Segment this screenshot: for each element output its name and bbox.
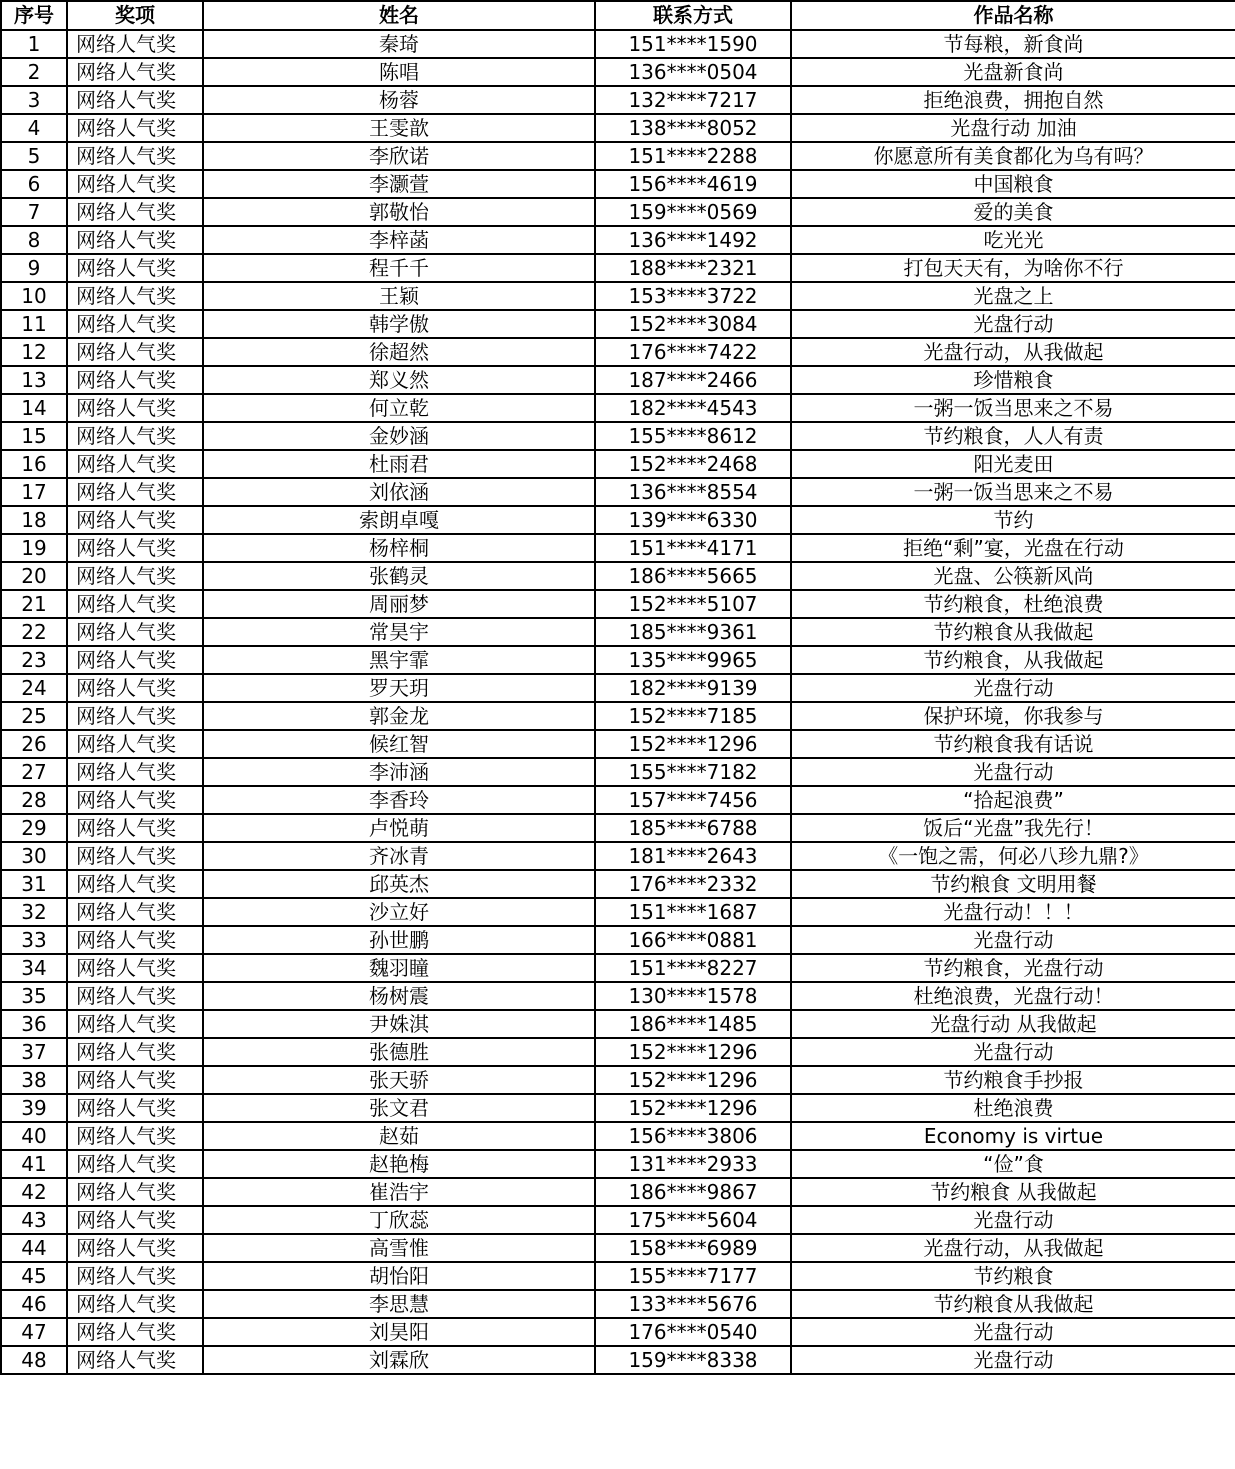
cell-phone: 182****9139 — [595, 674, 791, 702]
table-row — [1, 870, 1235, 898]
cell-no: 2 — [1, 58, 67, 86]
cell-title: 节约粮食 从我做起 — [791, 1178, 1235, 1206]
table-row — [1, 30, 1235, 58]
cell-award: 网络人气奖 — [67, 30, 203, 58]
table-row — [1, 1150, 1235, 1178]
cell-title: 光盘行动 — [791, 758, 1235, 786]
cell-no: 27 — [1, 758, 67, 786]
cell-award: 网络人气奖 — [67, 170, 203, 198]
cell-award: 网络人气奖 — [67, 590, 203, 618]
cell-name: 罗天玥 — [203, 674, 595, 702]
table-row — [1, 590, 1235, 618]
cell-title: 保护环境，你我参与 — [791, 702, 1235, 730]
cell-phone: 176****0540 — [595, 1318, 791, 1346]
cell-title: 打包天天有，为啥你不行 — [791, 254, 1235, 282]
cell-no: 38 — [1, 1066, 67, 1094]
table-row — [1, 1346, 1235, 1374]
cell-no: 9 — [1, 254, 67, 282]
cell-name: 李香玲 — [203, 786, 595, 814]
cell-phone: 188****2321 — [595, 254, 791, 282]
cell-title: 光盘行动 — [791, 1038, 1235, 1066]
cell-no: 23 — [1, 646, 67, 674]
cell-name: 邱英杰 — [203, 870, 595, 898]
cell-no: 37 — [1, 1038, 67, 1066]
cell-no: 7 — [1, 198, 67, 226]
cell-name: 赵艳梅 — [203, 1150, 595, 1178]
cell-phone: 155****8612 — [595, 422, 791, 450]
cell-phone: 152****2468 — [595, 450, 791, 478]
cell-award: 网络人气奖 — [67, 898, 203, 926]
cell-title: 拒绝浪费，拥抱自然 — [791, 86, 1235, 114]
table-row — [1, 954, 1235, 982]
cell-no: 44 — [1, 1234, 67, 1262]
cell-phone: 175****5604 — [595, 1206, 791, 1234]
table-row — [1, 1262, 1235, 1290]
cell-title: 光盘行动 — [791, 674, 1235, 702]
cell-phone: 186****1485 — [595, 1010, 791, 1038]
header-phone: 联系方式 — [595, 1, 791, 30]
cell-award: 网络人气奖 — [67, 506, 203, 534]
cell-name: 张德胜 — [203, 1038, 595, 1066]
cell-award: 网络人气奖 — [67, 198, 203, 226]
table-row — [1, 254, 1235, 282]
cell-phone: 176****7422 — [595, 338, 791, 366]
cell-award: 网络人气奖 — [67, 562, 203, 590]
header-title: 作品名称 — [791, 1, 1235, 30]
cell-no: 36 — [1, 1010, 67, 1038]
cell-no: 33 — [1, 926, 67, 954]
cell-title: 光盘新食尚 — [791, 58, 1235, 86]
cell-phone: 152****3084 — [595, 310, 791, 338]
table-header — [1, 1, 1235, 30]
cell-name: 魏羽瞳 — [203, 954, 595, 982]
table-row — [1, 1290, 1235, 1318]
cell-no: 42 — [1, 1178, 67, 1206]
cell-award: 网络人气奖 — [67, 1066, 203, 1094]
cell-phone: 135****9965 — [595, 646, 791, 674]
cell-title: 阳光麦田 — [791, 450, 1235, 478]
cell-award: 网络人气奖 — [67, 534, 203, 562]
cell-name: 张鹤灵 — [203, 562, 595, 590]
cell-award: 网络人气奖 — [67, 730, 203, 758]
cell-no: 35 — [1, 982, 67, 1010]
cell-no: 12 — [1, 338, 67, 366]
cell-phone: 151****2288 — [595, 142, 791, 170]
cell-award: 网络人气奖 — [67, 842, 203, 870]
cell-no: 47 — [1, 1318, 67, 1346]
cell-title: 节约粮食手抄报 — [791, 1066, 1235, 1094]
cell-name: 杨梓桐 — [203, 534, 595, 562]
cell-title: 节约粮食从我做起 — [791, 1290, 1235, 1318]
cell-title: 光盘行动 加油 — [791, 114, 1235, 142]
cell-no: 46 — [1, 1290, 67, 1318]
cell-title: 吃光光 — [791, 226, 1235, 254]
cell-no: 22 — [1, 618, 67, 646]
cell-phone: 185****6788 — [595, 814, 791, 842]
cell-award: 网络人气奖 — [67, 646, 203, 674]
cell-phone: 151****4171 — [595, 534, 791, 562]
table-row — [1, 982, 1235, 1010]
cell-name: 高雪惟 — [203, 1234, 595, 1262]
cell-name: 胡怡阳 — [203, 1262, 595, 1290]
cell-no: 28 — [1, 786, 67, 814]
cell-phone: 156****4619 — [595, 170, 791, 198]
cell-name: 王雯歆 — [203, 114, 595, 142]
cell-award: 网络人气奖 — [67, 366, 203, 394]
cell-phone: 139****6330 — [595, 506, 791, 534]
cell-name: 杜雨君 — [203, 450, 595, 478]
cell-award: 网络人气奖 — [67, 254, 203, 282]
cell-no: 11 — [1, 310, 67, 338]
cell-title: 光盘行动，从我做起 — [791, 338, 1235, 366]
cell-name: 齐冰青 — [203, 842, 595, 870]
cell-name: 何立乾 — [203, 394, 595, 422]
cell-name: 程千千 — [203, 254, 595, 282]
cell-award: 网络人气奖 — [67, 1206, 203, 1234]
table-row — [1, 170, 1235, 198]
cell-name: 郭金龙 — [203, 702, 595, 730]
table-row — [1, 562, 1235, 590]
header-no: 序号 — [1, 1, 67, 30]
cell-name: 黑宇霏 — [203, 646, 595, 674]
table-row — [1, 1178, 1235, 1206]
cell-title: 节每粮，新食尚 — [791, 30, 1235, 58]
cell-no: 20 — [1, 562, 67, 590]
cell-phone: 152****1296 — [595, 1066, 791, 1094]
cell-name: 崔浩宇 — [203, 1178, 595, 1206]
cell-phone: 151****1590 — [595, 30, 791, 58]
cell-title: 光盘行动 — [791, 926, 1235, 954]
table-row — [1, 1066, 1235, 1094]
cell-award: 网络人气奖 — [67, 1346, 203, 1374]
cell-no: 15 — [1, 422, 67, 450]
cell-name: 丁欣蕊 — [203, 1206, 595, 1234]
table-row — [1, 814, 1235, 842]
cell-phone: 131****2933 — [595, 1150, 791, 1178]
cell-no: 29 — [1, 814, 67, 842]
cell-award: 网络人气奖 — [67, 58, 203, 86]
cell-no: 43 — [1, 1206, 67, 1234]
cell-name: 候红智 — [203, 730, 595, 758]
header-name: 姓名 — [203, 1, 595, 30]
cell-name: 索朗卓嘎 — [203, 506, 595, 534]
cell-title: 节约粮食我有话说 — [791, 730, 1235, 758]
table-row — [1, 114, 1235, 142]
cell-phone: 158****6989 — [595, 1234, 791, 1262]
cell-phone: 156****3806 — [595, 1122, 791, 1150]
cell-phone: 136****8554 — [595, 478, 791, 506]
table-row — [1, 1122, 1235, 1150]
table-row — [1, 394, 1235, 422]
cell-award: 网络人气奖 — [67, 422, 203, 450]
cell-phone: 138****8052 — [595, 114, 791, 142]
cell-award: 网络人气奖 — [67, 394, 203, 422]
cell-no: 32 — [1, 898, 67, 926]
cell-phone: 133****5676 — [595, 1290, 791, 1318]
cell-phone: 136****0504 — [595, 58, 791, 86]
table-row — [1, 646, 1235, 674]
cell-no: 4 — [1, 114, 67, 142]
cell-no: 48 — [1, 1346, 67, 1374]
cell-name: 孙世鹏 — [203, 926, 595, 954]
table-row — [1, 86, 1235, 114]
cell-award: 网络人气奖 — [67, 1262, 203, 1290]
table-row — [1, 1038, 1235, 1066]
cell-title: 光盘行动 — [791, 310, 1235, 338]
table-row — [1, 842, 1235, 870]
cell-no: 1 — [1, 30, 67, 58]
cell-award: 网络人气奖 — [67, 478, 203, 506]
cell-name: 李沛涵 — [203, 758, 595, 786]
table-row — [1, 422, 1235, 450]
table-row — [1, 534, 1235, 562]
cell-name: 刘依涵 — [203, 478, 595, 506]
cell-no: 10 — [1, 282, 67, 310]
table-row — [1, 198, 1235, 226]
cell-phone: 152****1296 — [595, 730, 791, 758]
cell-name: 金妙涵 — [203, 422, 595, 450]
cell-award: 网络人气奖 — [67, 1038, 203, 1066]
table-row — [1, 338, 1235, 366]
table-row — [1, 478, 1235, 506]
cell-award: 网络人气奖 — [67, 1178, 203, 1206]
cell-title: 节约粮食 文明用餐 — [791, 870, 1235, 898]
cell-title: 光盘行动！！！ — [791, 898, 1235, 926]
cell-award: 网络人气奖 — [67, 674, 203, 702]
table-row — [1, 142, 1235, 170]
cell-no: 30 — [1, 842, 67, 870]
cell-award: 网络人气奖 — [67, 870, 203, 898]
cell-award: 网络人气奖 — [67, 226, 203, 254]
cell-no: 34 — [1, 954, 67, 982]
table-row — [1, 730, 1235, 758]
table-row — [1, 786, 1235, 814]
table-row — [1, 758, 1235, 786]
cell-award: 网络人气奖 — [67, 758, 203, 786]
cell-phone: 152****7185 — [595, 702, 791, 730]
cell-phone: 151****1687 — [595, 898, 791, 926]
cell-name: 尹姝淇 — [203, 1010, 595, 1038]
cell-award: 网络人气奖 — [67, 702, 203, 730]
cell-title: 光盘行动 从我做起 — [791, 1010, 1235, 1038]
table-row — [1, 926, 1235, 954]
cell-no: 25 — [1, 702, 67, 730]
cell-name: 赵茹 — [203, 1122, 595, 1150]
cell-no: 13 — [1, 366, 67, 394]
cell-phone: 185****9361 — [595, 618, 791, 646]
cell-title: 节约粮食从我做起 — [791, 618, 1235, 646]
table-row — [1, 282, 1235, 310]
cell-name: 王颖 — [203, 282, 595, 310]
cell-phone: 152****1296 — [595, 1094, 791, 1122]
cell-title: 节约粮食，杜绝浪费 — [791, 590, 1235, 618]
cell-title: 节约粮食 — [791, 1262, 1235, 1290]
table-row — [1, 58, 1235, 86]
table-row — [1, 1318, 1235, 1346]
cell-title: 一粥一饭当思来之不易 — [791, 394, 1235, 422]
cell-name: 陈唱 — [203, 58, 595, 86]
cell-award: 网络人气奖 — [67, 814, 203, 842]
cell-title: 光盘行动 — [791, 1318, 1235, 1346]
cell-phone: 132****7217 — [595, 86, 791, 114]
cell-title: 珍惜粮食 — [791, 366, 1235, 394]
cell-award: 网络人气奖 — [67, 1234, 203, 1262]
cell-name: 杨树震 — [203, 982, 595, 1010]
cell-award: 网络人气奖 — [67, 1010, 203, 1038]
cell-title: 节约粮食，光盘行动 — [791, 954, 1235, 982]
cell-name: 李欣诺 — [203, 142, 595, 170]
table-row — [1, 1010, 1235, 1038]
cell-name: 秦琦 — [203, 30, 595, 58]
cell-no: 6 — [1, 170, 67, 198]
cell-name: 杨蓉 — [203, 86, 595, 114]
cell-name: 张文君 — [203, 1094, 595, 1122]
cell-name: 常昊宇 — [203, 618, 595, 646]
cell-award: 网络人气奖 — [67, 338, 203, 366]
cell-award: 网络人气奖 — [67, 786, 203, 814]
table-row — [1, 506, 1235, 534]
cell-phone: 186****9867 — [595, 1178, 791, 1206]
table-row — [1, 366, 1235, 394]
cell-title: 光盘、公筷新风尚 — [791, 562, 1235, 590]
cell-name: 张天骄 — [203, 1066, 595, 1094]
cell-award: 网络人气奖 — [67, 86, 203, 114]
cell-name: 郑义然 — [203, 366, 595, 394]
cell-phone: 153****3722 — [595, 282, 791, 310]
cell-no: 17 — [1, 478, 67, 506]
table-body — [1, 30, 1235, 1374]
cell-no: 8 — [1, 226, 67, 254]
cell-name: 刘霖欣 — [203, 1346, 595, 1374]
cell-phone: 176****2332 — [595, 870, 791, 898]
table-row — [1, 226, 1235, 254]
cell-title: 杜绝浪费 — [791, 1094, 1235, 1122]
cell-award: 网络人气奖 — [67, 926, 203, 954]
cell-no: 39 — [1, 1094, 67, 1122]
cell-award: 网络人气奖 — [67, 450, 203, 478]
cell-name: 郭敬怡 — [203, 198, 595, 226]
cell-name: 徐超然 — [203, 338, 595, 366]
header-row — [1, 1, 1235, 30]
cell-name: 刘昊阳 — [203, 1318, 595, 1346]
cell-no: 45 — [1, 1262, 67, 1290]
cell-phone: 187****2466 — [595, 366, 791, 394]
cell-no: 21 — [1, 590, 67, 618]
cell-award: 网络人气奖 — [67, 954, 203, 982]
cell-phone: 155****7177 — [595, 1262, 791, 1290]
cell-no: 24 — [1, 674, 67, 702]
cell-title: 杜绝浪费，光盘行动！ — [791, 982, 1235, 1010]
cell-phone: 159****0569 — [595, 198, 791, 226]
table-row — [1, 702, 1235, 730]
cell-title: 光盘行动，从我做起 — [791, 1234, 1235, 1262]
cell-name: 李思慧 — [203, 1290, 595, 1318]
header-award: 奖项 — [67, 1, 203, 30]
cell-title: 节约粮食，人人有责 — [791, 422, 1235, 450]
cell-award: 网络人气奖 — [67, 1122, 203, 1150]
cell-award: 网络人气奖 — [67, 142, 203, 170]
cell-award: 网络人气奖 — [67, 1150, 203, 1178]
cell-phone: 166****0881 — [595, 926, 791, 954]
cell-award: 网络人气奖 — [67, 982, 203, 1010]
cell-no: 3 — [1, 86, 67, 114]
cell-phone: 155****7182 — [595, 758, 791, 786]
cell-award: 网络人气奖 — [67, 310, 203, 338]
cell-phone: 157****7456 — [595, 786, 791, 814]
cell-name: 卢悦萌 — [203, 814, 595, 842]
table-row — [1, 674, 1235, 702]
cell-title: 《一饱之需，何必八珍九鼎?》 — [791, 842, 1235, 870]
table-row — [1, 1206, 1235, 1234]
cell-no: 19 — [1, 534, 67, 562]
cell-phone: 152****5107 — [595, 590, 791, 618]
cell-phone: 159****8338 — [595, 1346, 791, 1374]
cell-name: 李梓菡 — [203, 226, 595, 254]
cell-name: 周丽梦 — [203, 590, 595, 618]
cell-title: 爱的美食 — [791, 198, 1235, 226]
cell-phone: 151****8227 — [595, 954, 791, 982]
cell-phone: 186****5665 — [595, 562, 791, 590]
cell-phone: 181****2643 — [595, 842, 791, 870]
table-row — [1, 310, 1235, 338]
cell-phone: 182****4543 — [595, 394, 791, 422]
cell-title: 光盘行动 — [791, 1346, 1235, 1374]
cell-name: 李灏萱 — [203, 170, 595, 198]
cell-title: “俭”食 — [791, 1150, 1235, 1178]
cell-title: “拾起浪费” — [791, 786, 1235, 814]
cell-phone: 152****1296 — [595, 1038, 791, 1066]
cell-phone: 130****1578 — [595, 982, 791, 1010]
cell-award: 网络人气奖 — [67, 618, 203, 646]
cell-award: 网络人气奖 — [67, 1094, 203, 1122]
cell-award: 网络人气奖 — [67, 282, 203, 310]
cell-name: 韩学傲 — [203, 310, 595, 338]
cell-title: 节约粮食，从我做起 — [791, 646, 1235, 674]
cell-no: 16 — [1, 450, 67, 478]
table-row — [1, 618, 1235, 646]
cell-title: 饭后“光盘”我先行！ — [791, 814, 1235, 842]
cell-title: 中国粮食 — [791, 170, 1235, 198]
cell-phone: 136****1492 — [595, 226, 791, 254]
cell-no: 31 — [1, 870, 67, 898]
cell-no: 26 — [1, 730, 67, 758]
cell-title: 光盘之上 — [791, 282, 1235, 310]
table-row — [1, 1234, 1235, 1262]
cell-title: 节约 — [791, 506, 1235, 534]
table-row — [1, 898, 1235, 926]
cell-award: 网络人气奖 — [67, 114, 203, 142]
cell-no: 14 — [1, 394, 67, 422]
cell-title: 光盘行动 — [791, 1206, 1235, 1234]
cell-award: 网络人气奖 — [67, 1318, 203, 1346]
cell-title: 一粥一饭当思来之不易 — [791, 478, 1235, 506]
cell-award: 网络人气奖 — [67, 1290, 203, 1318]
cell-name: 沙立好 — [203, 898, 595, 926]
cell-no: 18 — [1, 506, 67, 534]
cell-title: 拒绝“剩”宴，光盘在行动 — [791, 534, 1235, 562]
cell-title: Economy is virtue — [791, 1122, 1235, 1150]
cell-no: 40 — [1, 1122, 67, 1150]
table-row — [1, 450, 1235, 478]
cell-no: 41 — [1, 1150, 67, 1178]
cell-title: 你愿意所有美食都化为乌有吗？ — [791, 142, 1235, 170]
cell-no: 5 — [1, 142, 67, 170]
table-row — [1, 1094, 1235, 1122]
